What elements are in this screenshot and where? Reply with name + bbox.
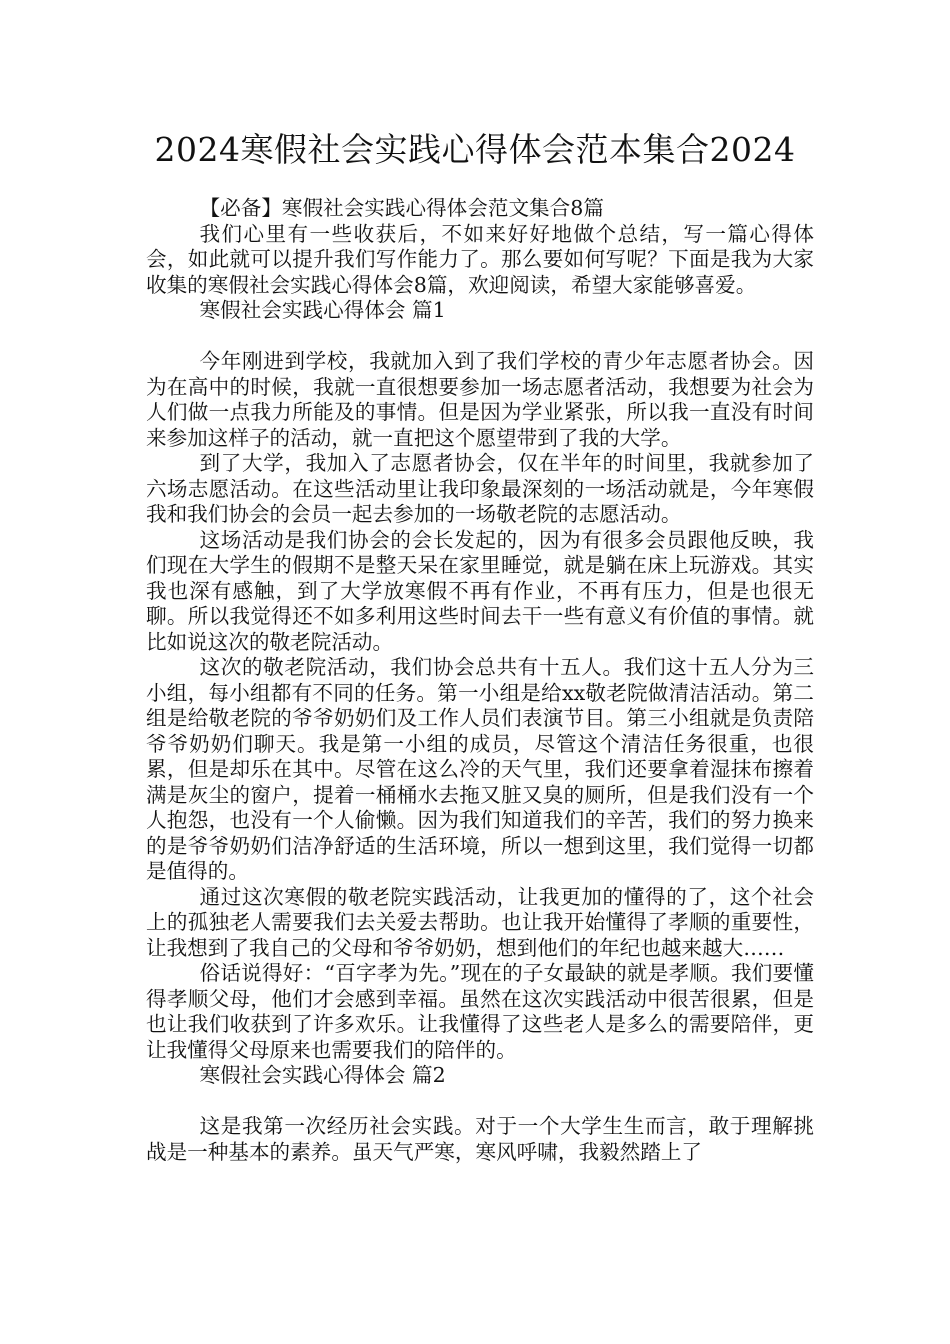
document-body bbox=[146, 196, 814, 1165]
document-title: 2024寒假社会实践心得体会范本集合2024 bbox=[154, 130, 796, 169]
blank-line bbox=[146, 1089, 814, 1115]
section-1-heading: 寒假社会实践心得体会 篇1 bbox=[199, 298, 446, 322]
document-subtitle: 【必备】寒假社会实践心得体会范文集合8篇 bbox=[199, 196, 604, 220]
section-2-paragraph: 这是我第一次经历社会实践。对于一个大学生生而言，敢于理解挑战是一种基本的素养。虽天气严寒，寒风呼啸，我毅然踏上了 bbox=[146, 1114, 814, 1164]
intro-paragraph: 我们心里有一些收获后，不如来好好地做个总结，写一篇心得体会，如此就可以提升我们写作能力了。那么要如何写呢？下面是我为大家收集的寒假社会实践心得体会8篇，欢迎阅读，希望大家能够喜爱。 bbox=[146, 221, 814, 297]
section-2-heading: 寒假社会实践心得体会 篇2 bbox=[199, 1063, 446, 1087]
section-1-paragraph: 这次的敬老院活动，我们协会总共有十五人。我们这十五人分为三小组，每小组都有不同的任务。第一小组是给xx敬老院做清洁活动。第二组是给敬老院的爷爷奶奶们及工作人员们表演节目。第三小组就是负责陪爷爷奶奶们聊天。我是第一小组的成员，尽管这个清洁任务很重，也很累，但是却乐在其中。尽管在这么冷的天气里，我们还要拿着湿抹布擦着满是灰尘的窗户，提着一桶桶水去拖又脏又臭的厕所，但是我们没有一个人抱怨，也没有一个人偷懒。因为我们知道我们的辛苦，我们的努力换来的是爷爷奶奶们洁净舒适的生活环境，所以一想到这里，我们觉得一切都是值得的。 bbox=[146, 655, 814, 883]
section-1-paragraph: 到了大学，我加入了志愿者协会，仅在半年的时间里，我就参加了六场志愿活动。在这些活动里让我印象最深刻的一场活动就是，今年寒假我和我们协会的会员一起去参加的一场敬老院的志愿活动。 bbox=[146, 451, 814, 526]
section-1-paragraph: 俗话说得好：“百字孝为先。”现在的子女最缺的就是孝顺。我们要懂得孝顺父母，他们才会感到幸福。虽然在这次实践活动中很苦很累，但是也让我们收获到了许多欢乐。让我懂得了这些老人是多么的需要陪伴，更让我懂得父母原来也需要我们的陪伴的。 bbox=[146, 961, 814, 1062]
section-1-paragraph: 通过这次寒假的敬老院实践活动，让我更加的懂得的了，这个社会上的孤独老人需要我们去关爱去帮助。也让我开始懂得了孝顺的重要性，让我想到了我自己的父母和爷爷奶奶，想到他们的年纪也越来越大…… bbox=[146, 884, 814, 960]
blank-line bbox=[146, 324, 814, 350]
section-1-paragraph: 这场活动是我们协会的会长发起的，因为有很多会员跟他反映，我们现在大学生的假期不是整天呆在家里睡觉，就是躺在床上玩游戏。其实我也深有感触，到了大学放寒假不再有作业，不再有压力，但是也很无聊。所以我觉得还不如多利用这些时间去干一些有意义有价值的事情。就比如说这次的敬老院活动。 bbox=[146, 527, 814, 654]
section-1-paragraph: 今年刚进到学校，我就加入到了我们学校的青少年志愿者协会。因为在高中的时候，我就一直很想要参加一场志愿者活动，我想要为社会为人们做一点我力所能及的事情。但是因为学业紧张，所以我一直没有时间来参加这样子的活动，就一直把这个愿望带到了我的大学。 bbox=[146, 349, 814, 450]
